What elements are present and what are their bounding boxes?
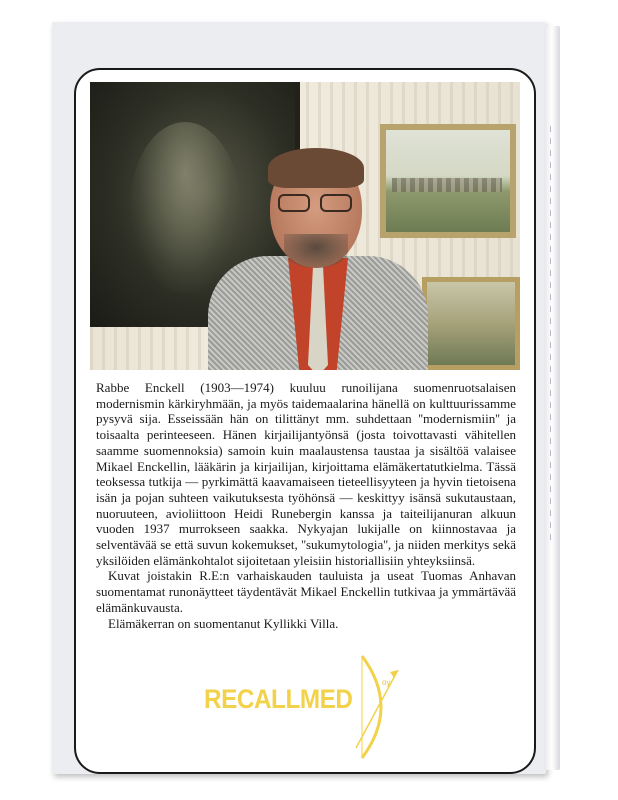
book-spine [544,26,560,770]
blurb-paragraph-2: Kuvat joistakin R.E:n varhaiskauden tauluista ja useat Tuomas Anhavan suomentamat runonäytteet täydentävät Mikael Enckellin tutkivaa ja ymmärtävää elämänkuvausta. [96,568,516,615]
beard [284,234,348,268]
publisher-name: RECALLMED [204,684,353,714]
blurb-paragraph-3: Elämäkerran on suomentanut Kyllikki Villa. [108,615,339,631]
blurb-text [96,380,516,631]
glasses [278,194,354,214]
landscape-painting-lower [422,277,520,370]
content-panel [74,68,536,774]
hair [268,148,364,188]
author-photo [90,82,520,370]
blurb-paragraph-1: Rabbe Enckell (1903—1974) kuuluu runoilijana suomenruotsalaisen modernismin kärkiryhmään, ja myös taidemaalarina hänellä on kulttuurissamme pysyvä sija. Esseissään hän on tilittänyt mm. suhdettaan ''modernismiin'' ja toisaalta perinteeseen. Hänen kirjailijantyönsä (josta toivottavasti vähitellen saamme suomennoksia) samoin kuin maalaustensa taustaa ja sisältöä valaisee Mikael Enckellin, lääkärin ja kirjailijan, kirjoittama elämäkertatutkielma. Tässä teoksessa tutkija — pyrkimättä kaavamaiseen tieteellisyyteen ja hyvin tietoisena isän ja pojan suhteen vaikutuksesta työhönsä — keskittyy isänsä sukutaustaan, nuoruuteen, avioliittoon Heidi Runebergin kanssa ja taiteilijanuran alkuun vuoden 1937 murrokseen saakka. Nykyajan lukijalle on kiinnostavaa ja selventävää se että suvun kokemukset, ''sukumytologia'', ja niiden merkitys sekä yksilöiden elämänkohtalot sijoitetaan yleisiin historiallisiin yhteyksiinsä. [96,380,516,568]
spine-edge [550,126,551,546]
book-back-cover [52,22,546,774]
bow-and-arrow-icon [354,652,404,762]
publisher-suffix: oy [382,678,391,687]
publisher-logo [204,652,404,762]
man-in-jacket [208,146,428,370]
